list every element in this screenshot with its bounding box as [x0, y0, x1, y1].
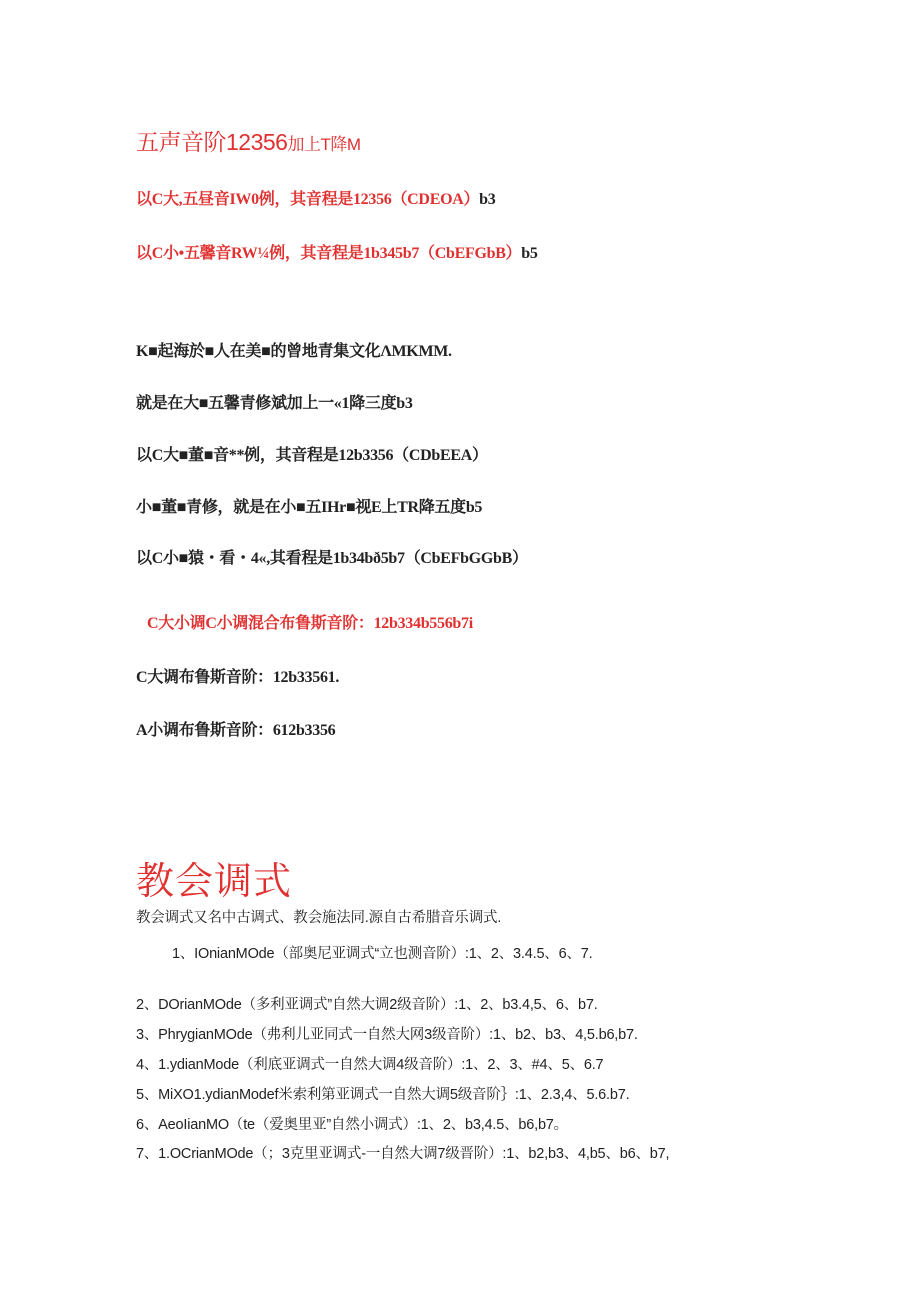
pentatonic-heading-small: 加上T降M — [287, 135, 361, 154]
pentatonic-major-suffix: b3 — [479, 191, 496, 208]
church-mode-item: 2、DOrianMOde（多利亚调式”自然大调2级音阶）:1、2、b3.4,5、6、b7. — [136, 997, 598, 1013]
church-modes-title: 教会调式 — [136, 861, 293, 903]
church-mode-item: 6、AeoIianMO（te（爱奥里亚”自然小调式）:1、2、b3,4.5、b6,b7。 — [136, 1117, 568, 1133]
blues-line-5: 以C小■猿・看・4«,其看程是1b34bð5b7（CbEFbGGbB） — [136, 550, 528, 567]
pentatonic-heading-main: 五声音阶12356 — [136, 129, 288, 155]
church-mode-item: 3、PhrygianMOde（弗利儿亚同式一自然大网3级音阶）:1、b2、b3、4,5.b6,b7. — [136, 1027, 638, 1043]
blues-line-4: 小■董■青修，就是在小■五IHr■视E上TR降五度b5 — [136, 499, 483, 516]
pentatonic-major-line — [136, 186, 495, 209]
blues-intro: K■起海於■人在美■的曾地青集文化ΛMKMM. — [136, 343, 452, 360]
pentatonic-heading — [136, 124, 361, 157]
pentatonic-minor-suffix: b5 — [521, 245, 538, 262]
church-mode-item: 7、1.OCrianMOde（；3克里亚调式-一自然大调7级晋阶）:1、b2,b3、4,b5、b6、b7, — [136, 1146, 670, 1162]
blues-minor-scale: A小调布鲁斯音阶：612b3356 — [136, 722, 336, 739]
blues-line-2: 就是在大■五馨青修斌加上一«1降三度b3 — [136, 395, 413, 412]
pentatonic-minor-line — [136, 240, 538, 263]
church-mode-item: 5、MiXO1.ydianModef米索利第亚调式一自然大调5级音阶｝:1、2.3,4、5.6.b7. — [136, 1087, 630, 1103]
church-mode-item: 1、IOnianMOde（部奥尼亚调式“立也测音阶）:1、2、3.4.5、6、7. — [172, 946, 593, 962]
church-modes-intro: 教会调式又名中古调式、教会施法同.源自古希腊音乐调式. — [136, 910, 502, 926]
pentatonic-major-text: 以C大,五昼音IW0例，其音程是12356（CDEOA） — [136, 191, 480, 208]
blues-mixed-heading: C大小调C小调混合布鲁斯音阶：12b334b556b7i — [147, 615, 473, 632]
blues-line-3: 以C大■董■音**例，其音程是12b3356（CDbEEA） — [136, 447, 488, 464]
pentatonic-minor-text: 以C小•五馨音RW¼例，其音程是1b345b7（CbEFGbB） — [136, 245, 522, 262]
blues-major-scale: C大调布鲁斯音阶：12b33561. — [136, 669, 340, 686]
church-mode-item: 4、1.ydianMode（利底亚调式一自然大调4级音阶）:1、2、3、#4、5、6.7 — [136, 1057, 604, 1073]
